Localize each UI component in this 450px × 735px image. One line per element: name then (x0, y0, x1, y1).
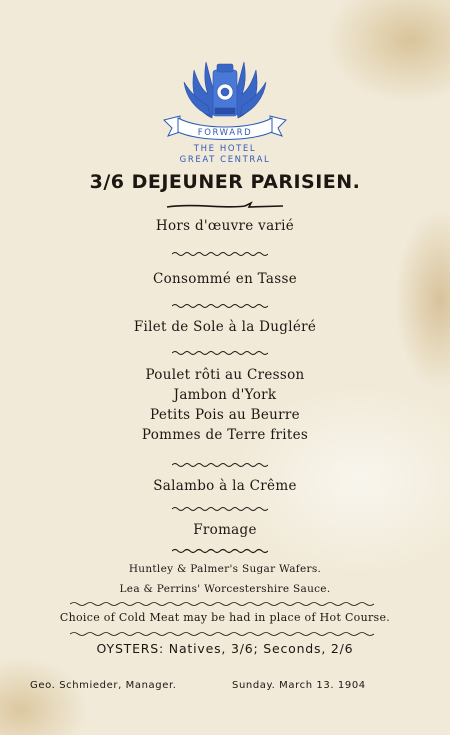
divider-wave-icon (70, 600, 380, 608)
manager-signature: Geo. Schmieder, Manager. (30, 680, 177, 691)
course-1: Hors d'œuvre varié (155, 218, 295, 234)
divider-wave-icon (172, 250, 268, 258)
divider-wave-icon (172, 349, 268, 357)
course-6: Petits Pois au Beurre (150, 407, 300, 423)
extra-wafers: Huntley & Palmer's Sugar Wafers. (128, 563, 322, 575)
divider-wave-icon (172, 461, 268, 469)
oysters-line: OYSTERS: Natives, 3/6; Seconds, 2/6 (96, 641, 354, 656)
divider-wave-icon (172, 302, 268, 310)
course-2: Consommé en Tasse (152, 271, 297, 287)
ornamental-rule-icon (165, 201, 285, 211)
divider-wave-icon (70, 630, 380, 638)
course-9: Fromage (193, 522, 257, 538)
cold-meat-note: Choice of Cold Meat may be had in place of Hot Course. (59, 611, 391, 624)
course-4: Poulet rôti au Cresson (145, 367, 305, 383)
menu-title: 3/6 DEJEUNER PARISIEN. (89, 171, 361, 193)
crest-motto: FORWARD (197, 128, 253, 138)
course-7: Pommes de Terre frites (141, 427, 309, 443)
extra-sauce: Lea & Perrins' Worcestershire Sauce. (119, 583, 331, 595)
course-8: Salambo à la Crême (153, 478, 297, 494)
course-3: Filet de Sole à la Dugléré (133, 319, 317, 335)
divider-wave-icon (172, 505, 268, 513)
menu-date: Sunday. March 13. 1904 (232, 680, 366, 691)
course-5: Jambon d'York (173, 387, 277, 403)
divider-wave-icon (172, 547, 268, 555)
hotel-name-line1: THE HOTEL (193, 144, 257, 154)
hotel-name-line2: GREAT CENTRAL (179, 155, 271, 165)
